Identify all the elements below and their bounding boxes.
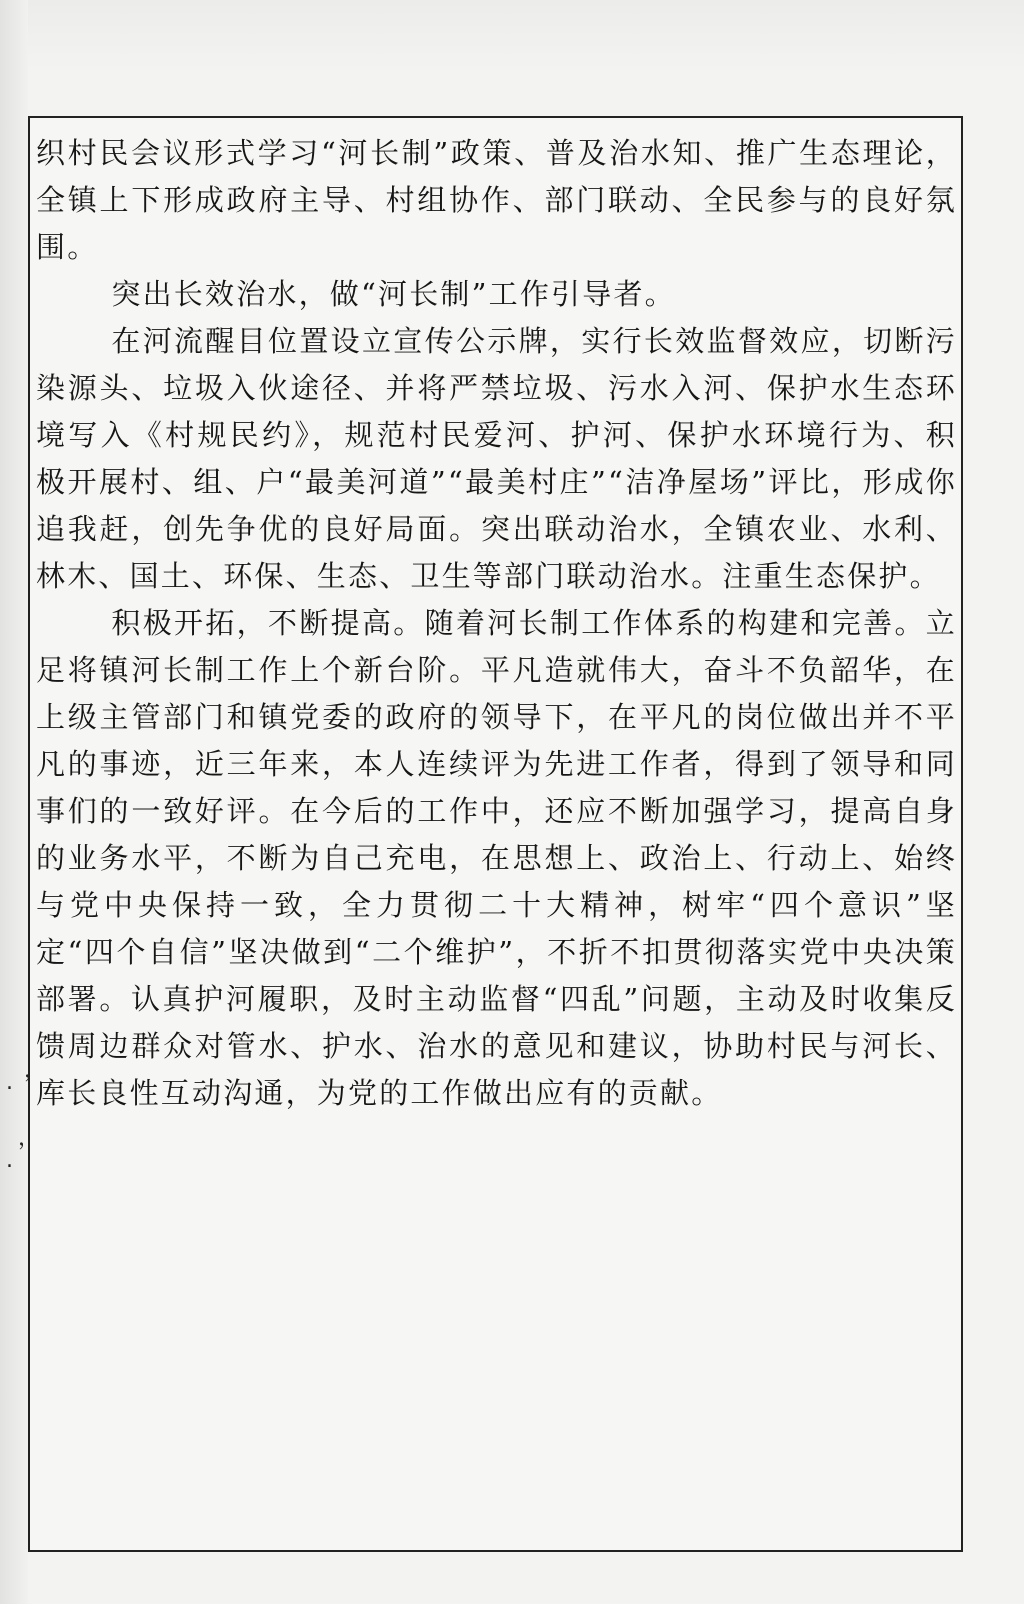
document-body (30, 118, 965, 1117)
margin-mark: . (6, 1070, 13, 1095)
margin-mark: ， (18, 1126, 41, 1151)
margin-mark: ， (24, 1058, 47, 1083)
paragraph-heading-long-term: 突出长效治水，做“河长制”工作引导者。 (111, 277, 676, 311)
margin-mark: . (6, 1148, 13, 1173)
document-frame (28, 116, 963, 1552)
scan-shadow-left (0, 0, 28, 1604)
paragraph-summary-outlook: 积极开拓，不断提高。随着河长制工作体系的构建和完善。立足将镇河长制工作上个新台阶。平凡造就伟大，奋斗不负韶华，在上级主管部门和镇党委的政府的领导下，在平凡的岗位做出并不平凡的事迹，近三年来，本人连续评为先进工作者，得到了领导和同事们的一致好评。在今后的工作中，还应不断加强学习，提高自身的业务水平，不断为自己充电，在思想上、政治上、行动上、始终与党中央保持一致，全力贯彻二十大精神，树牢“四个意识”坚定“四个自信”坚决做到“二个维护”，不折不扣贯彻落实党中央决策部署。认真护河履职，及时主动监督“四乱”问题，主动及时收集反馈周边群众对管水、护水、治水的意见和建议，协助村民与河长、库长良性互动沟通，为党的工作做出应有的贡献。 (36, 606, 957, 1110)
paragraph-signboard-measures: 在河流醒目位置设立宣传公示牌，实行长效监督效应，切断污染源头、垃圾入伙途径、并将严禁垃圾、污水入河、保护水生态环境写入《村规民约》，规范村民爱河、护河、保护水环境行为、积极开展村、组、户“最美河道”“最美村庄”“洁净屋场”评比，形成你追我赶，创先争优的良好局面。突出联动治水，全镇农业、水利、林木、国土、环保、生态、卫生等部门联动治水。注重生态保护。 (36, 324, 957, 593)
paragraph-continuation: 织村民会议形式学习“河长制”政策、普及治水知、推广生态理论，全镇上下形成政府主导、村组协作、部门联动、全民参与的良好氛围。 (36, 136, 957, 264)
scan-shadow-top (0, 0, 1024, 70)
